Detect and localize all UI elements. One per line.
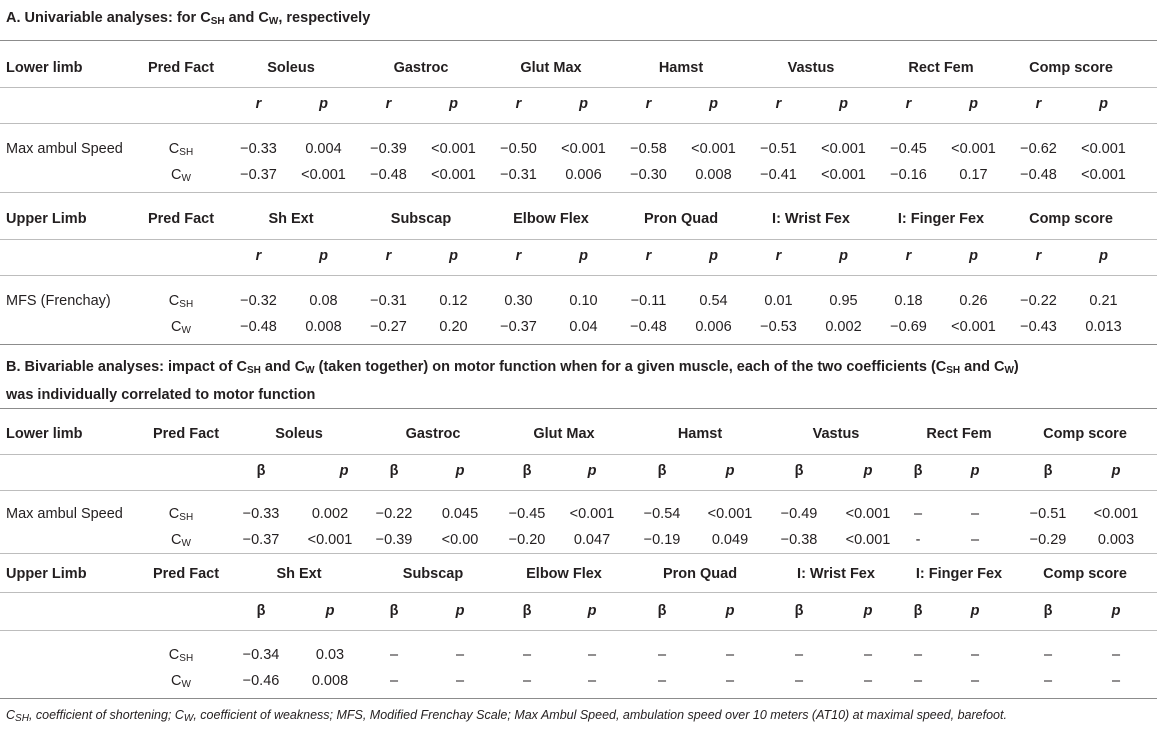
value-cell: −0.19 — [643, 532, 681, 548]
value-cell: – — [1111, 673, 1121, 689]
p-header: p — [863, 463, 873, 479]
block3-header-row — [0, 561, 1157, 587]
p-header: p — [709, 96, 718, 112]
value-cell: – — [389, 673, 399, 689]
value-cell: −0.51 — [760, 141, 797, 157]
value-cell: – — [863, 673, 873, 689]
value-cell: <0.001 — [431, 141, 476, 157]
value-cell: <0.001 — [1081, 141, 1126, 157]
value-cell: – — [970, 673, 980, 689]
block3-w-row — [0, 668, 1157, 694]
block1-stat-row — [0, 243, 1157, 269]
value-cell: −0.32 — [240, 293, 277, 309]
stat-header: β — [794, 603, 804, 619]
value-cell: 0.013 — [1085, 319, 1122, 335]
stat-header: r — [255, 96, 262, 112]
block1-header-row — [0, 206, 1157, 232]
value-cell: 0.006 — [695, 319, 732, 335]
value-cell: 0.21 — [1089, 293, 1118, 309]
p-header: p — [969, 248, 978, 264]
value-cell: 0.03 — [315, 647, 345, 663]
block2-stat-row — [0, 458, 1157, 484]
muscle-header: Glut Max — [533, 426, 595, 442]
muscle-header: Hamst — [658, 60, 704, 76]
muscle-header: Sh Ext — [268, 211, 314, 227]
value-cell: −0.45 — [508, 506, 546, 522]
block0-header-row — [0, 55, 1157, 81]
value-cell: – — [587, 647, 597, 663]
value-cell: −0.48 — [1020, 167, 1057, 183]
value-cell: −0.31 — [370, 293, 407, 309]
coef-sh-label: $C_{SH}$ — [168, 506, 194, 523]
value-cell: 0.049 — [711, 532, 749, 548]
stat-header: r — [645, 96, 652, 112]
muscle-header: Pron Quad — [643, 211, 719, 227]
value-cell: – — [970, 506, 980, 522]
value-cell: <0.001 — [561, 141, 606, 157]
divider — [0, 490, 1157, 491]
value-cell: – — [794, 673, 804, 689]
divider — [0, 630, 1157, 631]
p-header: p — [587, 603, 597, 619]
value-cell: 0.10 — [569, 293, 598, 309]
muscle-header: Elbow Flex — [526, 566, 602, 582]
muscle-header: Rect Fem — [908, 60, 974, 76]
muscle-header: Subscap — [390, 211, 452, 227]
muscle-header: Soleus — [267, 60, 315, 76]
p-header: p — [1099, 248, 1108, 264]
value-cell: −0.39 — [375, 532, 413, 548]
value-cell: −0.43 — [1020, 319, 1057, 335]
value-cell: −0.29 — [1029, 532, 1067, 548]
p-header: p — [579, 248, 588, 264]
value-cell: −0.58 — [630, 141, 667, 157]
value-cell: - — [915, 532, 921, 548]
value-cell: <0.001 — [307, 532, 353, 548]
value-cell: – — [455, 647, 465, 663]
stat-header: r — [1035, 96, 1042, 112]
value-cell: <0.001 — [821, 167, 866, 183]
value-cell: <0.001 — [707, 506, 753, 522]
stat-header: β — [657, 463, 667, 479]
stat-header: r — [645, 248, 652, 264]
muscle-header: Gastroc — [393, 60, 449, 76]
value-cell: – — [522, 647, 532, 663]
value-cell: 0.04 — [569, 319, 598, 335]
p-header: p — [455, 463, 465, 479]
muscle-header: Comp score — [1029, 60, 1113, 76]
muscle-header: I: Wrist Fex — [772, 211, 850, 227]
muscle-header: Rect Fem — [926, 426, 992, 442]
p-header: p — [319, 248, 328, 264]
row-label: MFS (Frenchay) — [6, 293, 111, 309]
p-header: p — [839, 248, 848, 264]
muscle-header: Comp score — [1029, 211, 1113, 227]
value-cell: −0.53 — [760, 319, 797, 335]
p-header: p — [449, 248, 458, 264]
value-cell: −0.45 — [890, 141, 927, 157]
value-cell: – — [863, 647, 873, 663]
section-a-title: A. Univariable analyses: for $C_{SH}$ and $C_W$, respectively — [6, 10, 1154, 27]
muscle-header: Soleus — [275, 426, 323, 442]
muscle-header: I: Wrist Fex — [797, 566, 875, 582]
block2-w-row — [0, 527, 1157, 553]
value-cell: <0.001 — [845, 506, 891, 522]
value-cell: 0.18 — [894, 293, 923, 309]
value-cell: 0.045 — [441, 506, 479, 522]
divider — [0, 553, 1157, 554]
value-cell: −0.46 — [242, 673, 280, 689]
value-cell: – — [913, 647, 923, 663]
value-cell: – — [389, 647, 399, 663]
section-b-title: B. Bivariable analyses: impact of $C_{SH}$ and $C_W$ (taken together) on motor function when for a given muscle, each of the two coefficients ($C_{SH}$ and $C_W$) was individually correlated to motor function — [6, 355, 1154, 407]
stat-header: r — [515, 248, 522, 264]
stat-header: β — [913, 603, 923, 619]
stat-header: β — [657, 603, 667, 619]
value-cell: −0.31 — [500, 167, 537, 183]
value-cell: – — [970, 647, 980, 663]
divider — [0, 87, 1157, 88]
value-cell: 0.003 — [1097, 532, 1135, 548]
stat-header: r — [255, 248, 262, 264]
divider — [0, 592, 1157, 593]
value-cell: <0.001 — [845, 532, 891, 548]
value-cell: −0.51 — [1029, 506, 1067, 522]
stat-header: r — [385, 96, 392, 112]
value-cell: 0.30 — [504, 293, 533, 309]
value-cell: – — [913, 673, 923, 689]
value-cell: 0.26 — [959, 293, 988, 309]
value-cell: 0.01 — [764, 293, 793, 309]
coef-w-label: $C_W$ — [171, 319, 191, 336]
stat-header: β — [256, 603, 266, 619]
value-cell: – — [725, 673, 735, 689]
value-cell: −0.39 — [370, 141, 407, 157]
value-cell: −0.54 — [643, 506, 681, 522]
p-header: p — [839, 96, 848, 112]
value-cell: 0.004 — [305, 141, 342, 157]
p-header: p — [579, 96, 588, 112]
value-cell: <0.001 — [951, 319, 996, 335]
muscle-header: Pron Quad — [662, 566, 738, 582]
p-header: p — [1111, 463, 1121, 479]
p-header: p — [969, 96, 978, 112]
p-header: p — [319, 96, 328, 112]
p-header: p — [325, 603, 335, 619]
footnote: $C_{SH}$, coefficient of shortening; $C_W$, coefficient of weakness; MFS, Modified Frenchay Scale; Max Ambul Speed, ambulation speed over 10 meters (AT10) at maximal speed, barefoot. — [6, 708, 1007, 724]
p-header: p — [970, 603, 980, 619]
value-cell: 0.006 — [565, 167, 602, 183]
value-cell: −0.48 — [240, 319, 277, 335]
block3-sh-row — [0, 642, 1157, 668]
value-cell: −0.69 — [890, 319, 927, 335]
value-cell: −0.49 — [780, 506, 818, 522]
stat-header: β — [256, 463, 266, 479]
coef-w-label: $C_W$ — [171, 167, 191, 184]
value-cell: 0.08 — [309, 293, 338, 309]
block2-sh-row — [0, 501, 1157, 527]
muscle-header: Subscap — [402, 566, 464, 582]
stat-header: r — [905, 96, 912, 112]
muscle-header: I: Finger Fex — [897, 211, 985, 227]
p-header: p — [455, 603, 465, 619]
divider — [0, 408, 1157, 409]
value-cell: −0.16 — [890, 167, 927, 183]
block0-stat-row — [0, 91, 1157, 117]
p-header: p — [339, 463, 349, 479]
value-cell: −0.48 — [370, 167, 407, 183]
value-cell: <0.001 — [1093, 506, 1139, 522]
stat-header: β — [522, 463, 532, 479]
divider — [0, 275, 1157, 276]
muscle-header: Glut Max — [520, 60, 582, 76]
p-header: p — [709, 248, 718, 264]
value-cell: −0.34 — [242, 647, 280, 663]
stat-header: r — [385, 248, 392, 264]
block1-sh-row — [0, 288, 1157, 314]
value-cell: −0.22 — [375, 506, 413, 522]
value-cell: 0.20 — [439, 319, 468, 335]
divider — [0, 698, 1157, 699]
stat-header: β — [1043, 463, 1053, 479]
muscle-header: I: Finger Fex — [915, 566, 1003, 582]
block-label: Lower limb — [6, 426, 83, 442]
value-cell: 0.95 — [829, 293, 858, 309]
value-cell: 0.12 — [439, 293, 468, 309]
divider — [0, 192, 1157, 193]
value-cell: −0.27 — [370, 319, 407, 335]
value-cell: −0.33 — [240, 141, 277, 157]
divider — [0, 40, 1157, 41]
muscle-header: Gastroc — [405, 426, 461, 442]
value-cell: 0.008 — [311, 673, 349, 689]
value-cell: −0.50 — [500, 141, 537, 157]
value-cell: −0.48 — [630, 319, 667, 335]
value-cell: 0.008 — [695, 167, 732, 183]
pred-fact-header: Pred Fact — [147, 60, 215, 76]
stat-header: β — [389, 603, 399, 619]
pred-fact-header: Pred Fact — [152, 566, 220, 582]
value-cell: −0.20 — [508, 532, 546, 548]
muscle-header: Hamst — [677, 426, 723, 442]
value-cell: – — [913, 506, 923, 522]
value-cell: −0.37 — [500, 319, 537, 335]
p-header: p — [725, 603, 735, 619]
value-cell: <0.00 — [441, 532, 479, 548]
value-cell: – — [657, 647, 667, 663]
coef-sh-label: $C_{SH}$ — [168, 647, 194, 664]
coef-w-label: $C_W$ — [171, 673, 191, 690]
divider — [0, 239, 1157, 240]
p-header: p — [1099, 96, 1108, 112]
value-cell: <0.001 — [431, 167, 476, 183]
value-cell: – — [970, 532, 980, 548]
block-label: Upper Limb — [6, 566, 87, 582]
value-cell: – — [455, 673, 465, 689]
value-cell: – — [1111, 647, 1121, 663]
value-cell: – — [725, 647, 735, 663]
muscle-header: Sh Ext — [276, 566, 322, 582]
pred-fact-header: Pred Fact — [152, 426, 220, 442]
value-cell: −0.38 — [780, 532, 818, 548]
muscle-header: Vastus — [787, 60, 835, 76]
value-cell: −0.62 — [1020, 141, 1057, 157]
pred-fact-header: Pred Fact — [147, 211, 215, 227]
value-cell: – — [1043, 673, 1053, 689]
muscle-header: Elbow Flex — [513, 211, 589, 227]
value-cell: <0.001 — [301, 167, 346, 183]
p-header: p — [449, 96, 458, 112]
p-header: p — [863, 603, 873, 619]
muscle-header: Vastus — [812, 426, 860, 442]
value-cell: – — [657, 673, 667, 689]
stat-header: r — [775, 96, 782, 112]
stat-header: β — [522, 603, 532, 619]
value-cell: −0.22 — [1020, 293, 1057, 309]
p-header: p — [725, 463, 735, 479]
p-header: p — [1111, 603, 1121, 619]
stat-header: r — [515, 96, 522, 112]
value-cell: −0.30 — [630, 167, 667, 183]
value-cell: 0.047 — [573, 532, 611, 548]
block0-w-row — [0, 162, 1157, 188]
block-label: Upper Limb — [6, 211, 87, 227]
muscle-header: Comp score — [1043, 426, 1127, 442]
p-header: p — [970, 463, 980, 479]
p-header: p — [587, 463, 597, 479]
divider — [0, 123, 1157, 124]
row-label: Max ambul Speed — [6, 141, 123, 157]
value-cell: 0.002 — [311, 506, 349, 522]
value-cell: −0.37 — [240, 167, 277, 183]
value-cell: – — [522, 673, 532, 689]
block-label: Lower limb — [6, 60, 83, 76]
coef-sh-label: $C_{SH}$ — [168, 141, 194, 158]
block0-sh-row — [0, 136, 1157, 162]
value-cell: 0.008 — [305, 319, 342, 335]
value-cell: <0.001 — [569, 506, 615, 522]
value-cell: – — [794, 647, 804, 663]
stat-header: r — [1035, 248, 1042, 264]
value-cell: 0.002 — [825, 319, 862, 335]
value-cell: 0.17 — [959, 167, 988, 183]
block2-header-row — [0, 421, 1157, 447]
block1-w-row — [0, 314, 1157, 340]
divider — [0, 344, 1157, 345]
stat-header: β — [794, 463, 804, 479]
value-cell: – — [1043, 647, 1053, 663]
stat-header: β — [389, 463, 399, 479]
value-cell: <0.001 — [691, 141, 736, 157]
value-cell: <0.001 — [1081, 167, 1126, 183]
stat-header: r — [775, 248, 782, 264]
value-cell: −0.11 — [630, 293, 667, 309]
stat-header: β — [913, 463, 923, 479]
stat-header: β — [1043, 603, 1053, 619]
coef-sh-label: $C_{SH}$ — [168, 293, 194, 310]
value-cell: −0.33 — [242, 506, 280, 522]
coef-w-label: $C_W$ — [171, 532, 191, 549]
value-cell: <0.001 — [951, 141, 996, 157]
value-cell: <0.001 — [821, 141, 866, 157]
value-cell: −0.37 — [242, 532, 280, 548]
row-label: Max ambul Speed — [6, 506, 123, 522]
divider — [0, 454, 1157, 455]
stat-header: r — [905, 248, 912, 264]
block3-stat-row — [0, 598, 1157, 624]
value-cell: 0.54 — [699, 293, 728, 309]
value-cell: – — [587, 673, 597, 689]
muscle-header: Comp score — [1043, 566, 1127, 582]
value-cell: −0.41 — [760, 167, 797, 183]
